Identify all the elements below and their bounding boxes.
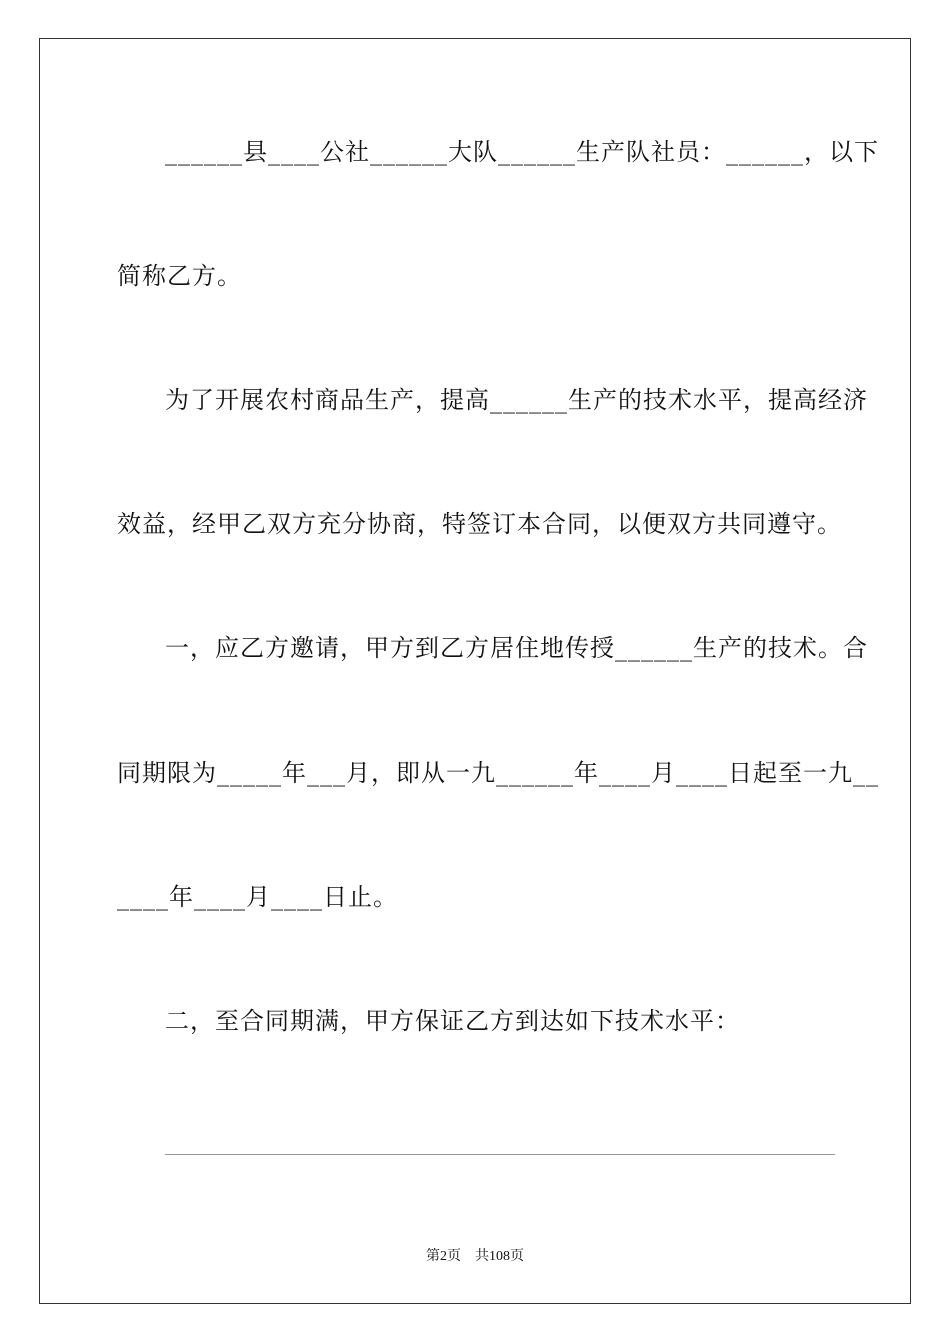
paragraph-line-7: ____年____月____日止。 [117, 883, 398, 911]
page-number-footer: 第2页 共108页 [426, 1249, 524, 1264]
paragraph-line-6: 同期限为_____年___月，即从一九______年____月____日起至一九__ [117, 759, 879, 787]
paragraph-line-8: 二，至合同期满，甲方保证乙方到达如下技术水平： [165, 1007, 740, 1035]
paragraph-line-4: 效益，经甲乙双方充分协商，特签订本合同，以便双方共同遵守。 [117, 510, 842, 538]
fill-in-rule [165, 1154, 835, 1155]
paragraph-line-5: 一，应乙方邀请，甲方到乙方居住地传授______生产的技术。合 [165, 634, 868, 662]
paragraph-line-1: ______县____公社______大队______生产队社员：______，以下 [165, 138, 879, 166]
paragraph-line-2: 简称乙方。 [117, 262, 242, 290]
page-frame [39, 38, 911, 1304]
paragraph-line-3: 为了开展农村商品生产，提高______生产的技术水平，提高经济 [165, 386, 868, 414]
